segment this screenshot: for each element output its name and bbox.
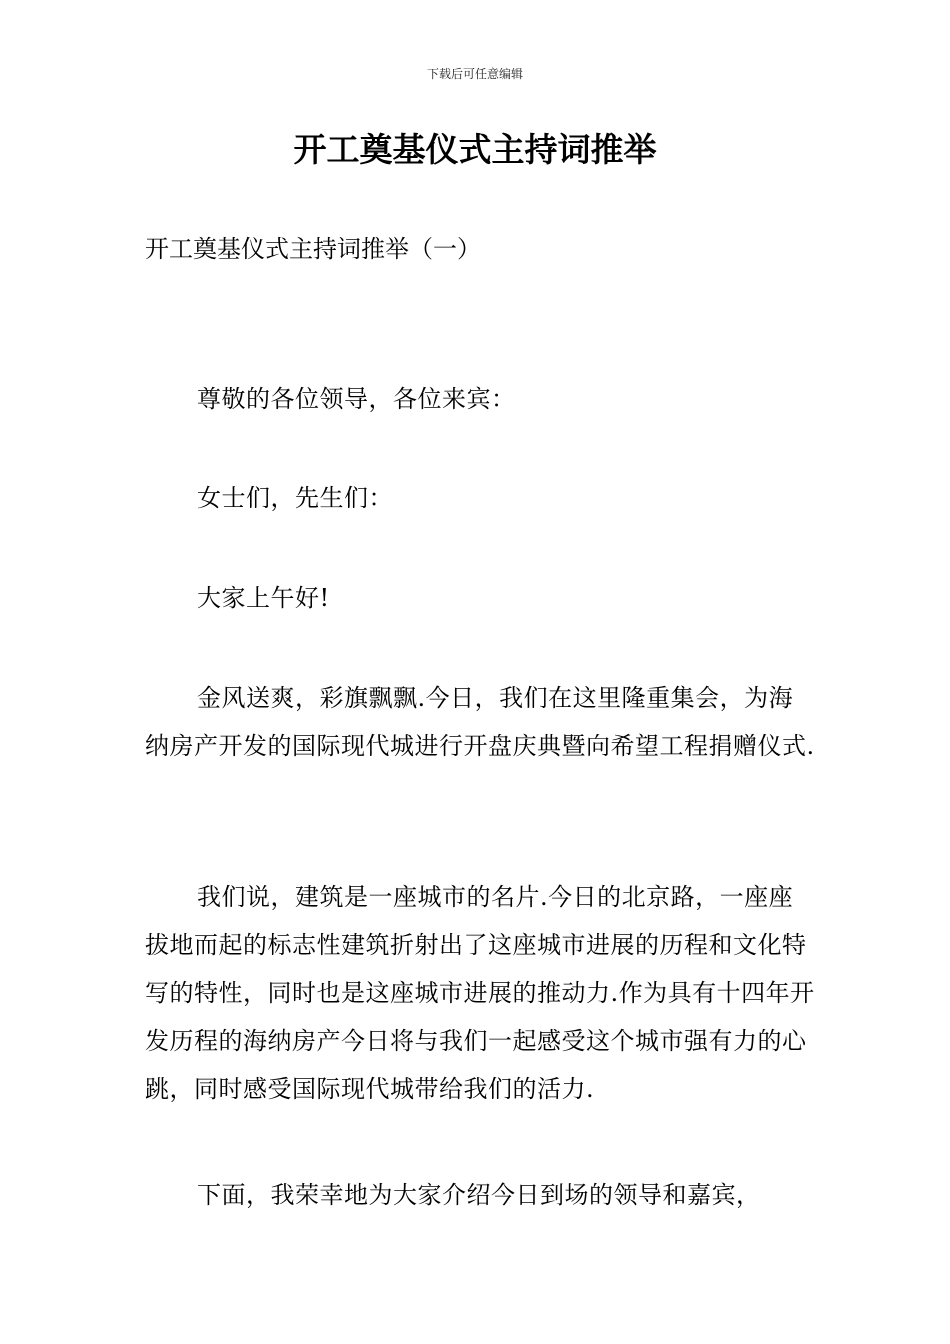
page-header-note: 下载后可任意编辑 xyxy=(426,67,523,81)
paragraph-salutation: 尊敬的各位领导，各位来宾： xyxy=(197,385,516,413)
section-heading: 开工奠基仪式主持词推举（一） xyxy=(145,235,481,263)
paragraph-good-morning: 大家上午好! xyxy=(197,584,330,612)
paragraph-opening: 金风送爽，彩旗飘飘.今日，我们在这里隆重集会，为海纳房产开发的国际现代城进行开盘庆典暨向希望工程捐赠仪式. xyxy=(145,684,815,760)
paragraph-introduction: 下面，我荣幸地为大家介绍今日到场的领导和嘉宾， xyxy=(197,1181,761,1209)
paragraph-greeting-audience: 女士们，先生们： xyxy=(197,484,393,512)
document-title: 开工奠基仪式主持词推举 xyxy=(293,130,657,169)
paragraph-city-building: 我们说，建筑是一座城市的名片.今日的北京路，一座座拔地而起的标志性建筑折射出了这座城市进展的历程和文化特写的特性，同时也是这座城市进展的推动力.作为具有十四年开发历程的海纳房产今日将与我们一起感受这个城市强有力的心跳，同时感受国际现代城带给我们的活力. xyxy=(145,883,815,1103)
